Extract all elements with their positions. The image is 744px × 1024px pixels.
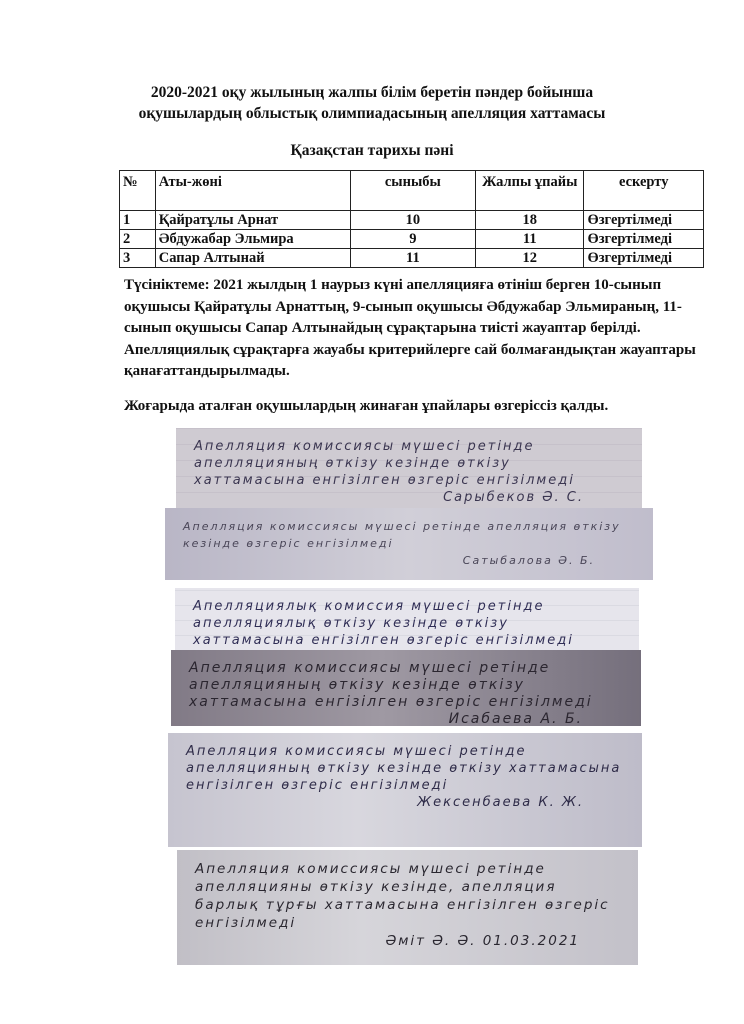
header-name: Аты-жөні <box>155 171 350 211</box>
row-name: Сапар Алтынай <box>155 249 350 268</box>
document-title <box>90 82 654 124</box>
header-note: ескерту <box>584 171 704 211</box>
handwritten-note-5 <box>168 733 642 847</box>
row-note: Өзгертілмеді <box>584 249 704 268</box>
row-score: 18 <box>476 211 584 230</box>
row-name: Қайратұлы Арнат <box>155 211 350 230</box>
handwritten-text: Апелляция комиссиясы мүшесі ретінде апелляция өткізу кезінде өзгеріс енгізілмеді <box>183 520 621 550</box>
handwritten-signature: Әміт Ә. Ә. 01.03.2021 <box>385 933 580 949</box>
handwritten-text: Апелляция комиссиясы мүшесі ретінде апелляцияның өткізу кезінде өткізу хаттамасына енгізілген өзгеріс енгізілмеді <box>186 744 622 793</box>
row-score: 12 <box>476 249 584 268</box>
subject-heading: Қазақстан тарихы пәні <box>290 142 454 159</box>
results-table <box>119 170 704 268</box>
handwritten-text: Апелляциялық комиссия мүшесі ретінде апелляциялық өткізу кезінде өткізу хаттамасына енгізілген өзгеріс енгізілмеді <box>193 599 574 648</box>
header-grade: сыныбы <box>350 171 475 211</box>
row-grade: 11 <box>350 249 475 268</box>
handwritten-note-1 <box>176 428 642 508</box>
row-grade: 9 <box>350 230 475 249</box>
handwritten-note-6 <box>177 850 638 965</box>
handwritten-text: Апелляция комиссиясы мүшесі ретінде апелляцияны өткізу кезінде, апелляция барлық тұрғы хаттамасына енгізілген өзгеріс енгізілмеді <box>195 861 610 931</box>
handwritten-signature: Исабаева А. Б. <box>448 711 583 727</box>
table-row <box>120 211 704 230</box>
row-score: 11 <box>476 230 584 249</box>
row-grade: 10 <box>350 211 475 230</box>
row-note: Өзгертілмеді <box>584 211 704 230</box>
table-header-row <box>120 171 704 211</box>
row-name: Әбдужабар Эльмира <box>155 230 350 249</box>
row-num: 3 <box>120 249 156 268</box>
title-line-2: оқушылардың облыстық олимпиадасының апелляция хаттамасы <box>138 105 606 122</box>
header-score: Жалпы ұпайы <box>476 171 584 211</box>
title-line-1: 2020-2021 оқу жылының жалпы білім беретін пәндер бойынша <box>150 84 594 101</box>
handwritten-text: Апелляция комиссиясы мүшесі ретінде апелляцияның өткізу кезінде өткізу хаттамасына енгізілген өзгеріс енгізілмеді <box>189 660 593 710</box>
row-num: 1 <box>120 211 156 230</box>
handwritten-signature: Жексенбаева К. Ж. <box>417 795 584 810</box>
handwritten-signature: Сатыбалова Ә. Б. <box>462 554 595 567</box>
explanation-paragraph: Түсініктеме: 2021 жылдың 1 наурыз күні апелляцияға өтініш берген 10-сынып оқушысы Қайратұлы Арнаттың, 9-сынып оқушысы Әбдужабар Эльмираның, 11-сынып оқушысы Сапар Алтынайдың сұрақтарына тиісті жауаптар берілді. Апелляциялық сұрақтарға жауабы критерийлерге сай болмағандықтан жауаптары қанағаттандырылмады. <box>124 277 696 379</box>
handwritten-text: Апелляция комиссиясы мүшесі ретінде апелляцияның өткізу кезінде өткізу хаттамасына енгізілген өзгеріс енгізілмеді <box>194 439 575 488</box>
header-num: № <box>120 171 156 211</box>
row-note: Өзгертілмеді <box>584 230 704 249</box>
final-note: Жоғарыда аталған оқушылардың жинаған ұпайлары өзгеріссіз қалды. <box>124 398 609 414</box>
handwritten-note-2 <box>165 508 653 580</box>
table-row <box>120 230 704 249</box>
table-row <box>120 249 704 268</box>
row-num: 2 <box>120 230 156 249</box>
handwritten-signature: Сарыбеков Ә. С. <box>443 490 584 505</box>
handwritten-note-4 <box>171 650 641 726</box>
handwritten-note-3 <box>175 588 639 650</box>
